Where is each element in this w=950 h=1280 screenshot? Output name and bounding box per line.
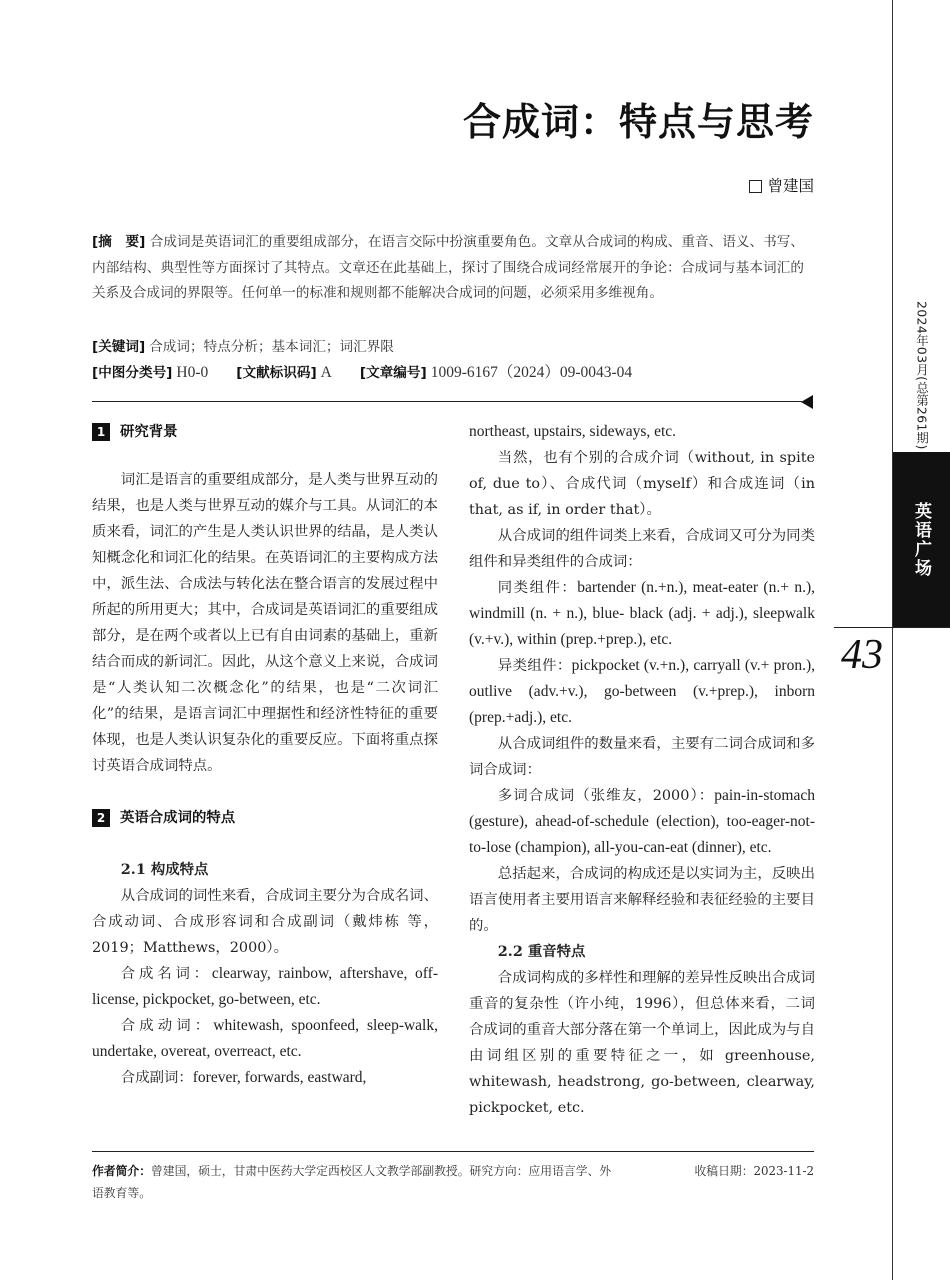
doc-code-value: A <box>320 364 332 381</box>
noun-label: 合成名词： <box>120 966 212 982</box>
author-line <box>749 175 814 197</box>
verb-examples: whitewash, spoonfeed, sleep-walk, undertake, overeat, overreact, etc. <box>92 1017 438 1060</box>
multi-examples: pain-in-stomach (gesture), ahead-of-schedule (election), too-eager-not-to-lose (champion), all-you-can-eat (dinner), etc. <box>469 787 815 856</box>
separator-line <box>92 401 802 402</box>
left-column <box>92 419 438 1091</box>
paragraph-multi <box>469 783 815 861</box>
author-name: 曾建国 <box>767 177 814 195</box>
keywords-row <box>92 336 394 358</box>
bio-text: 曾建国，硕士，甘肃中医药大学定西校区人文教学部副教授。研究方向：应用语言学、外语教育等。 <box>92 1164 612 1200</box>
paragraph-same <box>469 575 815 653</box>
diff-label: 异类组件： <box>497 658 572 674</box>
adverb-examples: forever, forwards, eastward, <box>192 1069 367 1086</box>
clc-value: H0-0 <box>176 364 209 381</box>
paragraph-noun <box>92 961 438 1013</box>
issue-date-text: 2024年03月(总第261期) <box>914 300 930 450</box>
footer-rule <box>92 1151 814 1152</box>
page-number: 43 <box>841 632 883 678</box>
section-heading-2 <box>92 805 438 831</box>
section-number-1: 1 <box>92 423 110 441</box>
section1-paragraph: 词汇是语言的重要组成部分，是人类与世界互动的结果，也是人类与世界互动的媒介与工具。从词汇的本质来看，词汇的产生是人类认识世界的结晶，是人类认知概念化和词汇化的结果。在英语词汇的主要构成方法中，派生法、合成法与转化法在整合语言的发展过程中所起的所用更大；其中，合成词是英语词汇的重要组成部分，是在两个或者以上已有自由词素的基础上，重新结合而成的新词汇。因此，从这个意义上来说，合成词是“人类认知二次概念化”的结果，也是“二次词汇化”的结果，是语言词汇中理据性和经济性特征的重要体现，也是人类认识复杂化的重要反应。下面将重点探讨英语合成词特点。 <box>92 472 438 774</box>
keywords-label: [关键词] <box>92 339 146 355</box>
bio-label: 作者简介： <box>92 1164 151 1178</box>
paragraph-diff <box>469 653 815 731</box>
author-box-icon <box>749 180 762 193</box>
subsection-heading-2-2: 2.2 重音特点 <box>497 943 586 960</box>
clc-label: [中图分类号] <box>92 365 173 381</box>
section-title-1: 研究背景 <box>120 424 178 440</box>
classification-row <box>92 362 632 384</box>
paragraph-other: 当然，也有个别的合成介词（without, in spite of, due to）、合成代词（myself）和合成连词（in that, as if, in order that）。 <box>469 450 815 518</box>
abstract <box>92 230 804 307</box>
paragraph-summary: 总括起来，合成词的构成还是以实词为主，反映出语言使用者主要用语言来解释经验和表征经验的主要目的。 <box>469 866 815 934</box>
article-number-value: 1009-6167（2024）09-0043-04 <box>430 364 633 381</box>
author-bio <box>92 1160 612 1204</box>
section-tab <box>893 452 950 628</box>
section-tab-label: 英语广场 <box>911 502 931 578</box>
adverb-continued: northeast, upstairs, sideways, etc. <box>469 423 677 440</box>
paragraph-class: 从合成词的组件词类上来看，合成词又可分为同类组件和异类组件的合成词： <box>469 528 815 570</box>
abstract-text: 合成词是英语词汇的重要组成部分，在语言交际中扮演重要角色。文章从合成词的构成、重音、语义、书写、内部结构、典型性等方面探讨了其特点。文章还在此基础上，探讨了围绕合成词经常展开的争论：合成词与基本词汇的关系及合成词的界限等。任何单一的标准和规则都不能解决合成词的问题，必须采用多维视角。 <box>92 234 804 302</box>
margin-rule <box>892 0 893 1280</box>
paragraph-count: 从合成词组件的数量来看，主要有二词合成词和多词合成词： <box>469 736 815 778</box>
received-date: 收稿日期：2023-11-2 <box>694 1164 814 1178</box>
article-number-label: [文章编号] <box>359 365 427 381</box>
separator-arrow-icon <box>801 395 813 409</box>
article-title: 合成词：特点与思考 <box>462 100 814 144</box>
paragraph-adverb <box>92 1065 438 1091</box>
subsection-heading-2-1: 2.1 构成特点 <box>120 861 209 878</box>
verb-label: 合成动词： <box>120 1018 214 1034</box>
adverb-label: 合成副词： <box>120 1070 193 1086</box>
issue-date-vertical <box>893 290 950 460</box>
multi-label: 多词合成词（张维友，2000）： <box>497 788 715 804</box>
same-label: 同类组件： <box>497 580 578 596</box>
abstract-label: [摘 要] <box>92 234 146 250</box>
keywords-text: 合成词；特点分析；基本词汇；词汇界限 <box>149 339 394 355</box>
doc-code-label: [文献标识码] <box>236 365 317 381</box>
right-column <box>469 419 815 1121</box>
same-examples: bartender (n.+n.), meat-eater (n.+ n.), windmill (n. + n.), blue- black (adj. + adj.), sleepwalk (v.+v.), within (prep.+prep.), etc. <box>469 579 815 648</box>
diff-examples: pickpocket (v.+n.), carryall (v.+ pron.), outlive (adv.+v.), go-between (v.+prep.), inborn (prep.+adj.), etc. <box>469 657 815 726</box>
paragraph-stress: 合成词构成的多样性和理解的差异性反映出合成词重音的复杂性（许小纯，1996），但总体来看，二词合成词的重音大部分落在第一个单词上，因此成为与自由词组区别的重要特征之一，如 greenhouse, whitewash, headstrong, go-between, clearway, pickpocket, etc. <box>469 970 815 1116</box>
paragraph-verb <box>92 1013 438 1065</box>
section-title-2: 英语合成词的特点 <box>120 810 236 826</box>
section-number-2: 2 <box>92 809 110 827</box>
paragraph-pos: 从合成词的词性来看，合成词主要分为合成名词、合成动词、合成形容词和合成副词（戴炜栋 等，2019；Matthews，2000）。 <box>92 888 438 956</box>
section-heading-1 <box>92 419 438 445</box>
noun-examples: clearway, rainbow, aftershave, off-license, pickpocket, go-between, etc. <box>92 965 438 1008</box>
page-number-rule <box>834 627 950 628</box>
